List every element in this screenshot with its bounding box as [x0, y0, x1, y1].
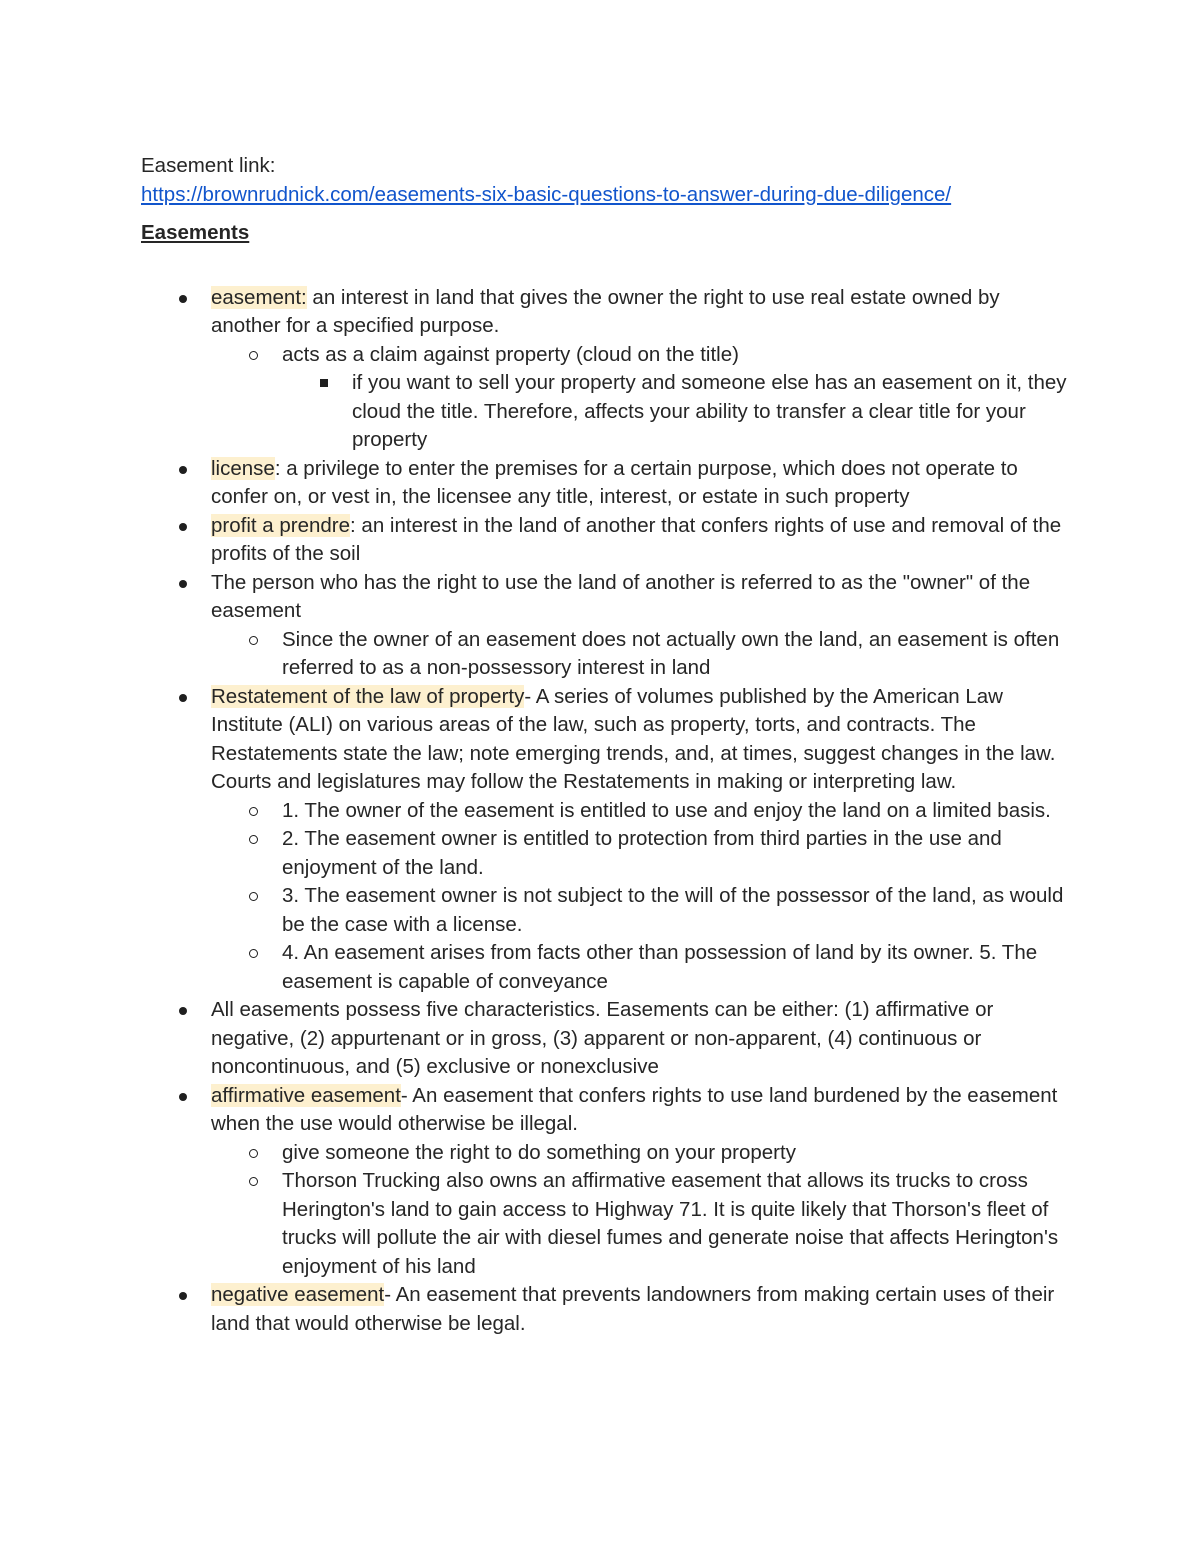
list-item-affirmative: [141, 1082, 1071, 1139]
sub-item: [141, 939, 1071, 996]
item-text: - A series of volumes published by the American Law Institute (ALI) on various areas of the law, such as property, torts, and contracts. The Restatements state the law; note emerging trends, and, at times, suggest changes in the law. Courts and legislatures may follow the Restatements in making or interpreting law.: [211, 684, 1056, 793]
highlighted-term: license: [211, 456, 275, 480]
item-text: All easements possess five characteristics. Easements can be either: (1) affirmative or negative, (2) appurtenant or in gross, (3) apparent or non-apparent, (4) continuous or noncontinuous, and (5) exclusive or nonexclusive: [211, 998, 994, 1078]
sub-item-text: 1. The owner of the easement is entitled to use and enjoy the land on a limited basis.: [282, 798, 1051, 822]
hollow-bullet-icon: [249, 807, 258, 816]
sub-item-text: Thorson Trucking also owns an affirmative easement that allows its trucks to cross Herington's land to gain access to Highway 71. It is quite likely that Thorson's fleet of trucks will pollute the air with diesel fumes and generate noise that affects Herington's enjoyment of his land: [282, 1169, 1059, 1278]
filled-bullet-icon: [179, 580, 187, 588]
filled-bullet-icon: [179, 523, 187, 531]
filled-bullet-icon: [179, 295, 187, 303]
hollow-bullet-icon: [249, 949, 258, 958]
item-text: an interest in land that gives the owner the right to use real estate owned by another for a specified purpose.: [211, 285, 1000, 337]
filled-bullet-icon: [179, 1093, 187, 1101]
highlighted-term: affirmative easement: [211, 1083, 401, 1107]
item-text: The person who has the right to use the land of another is referred to as the "owner" of the easement: [211, 570, 1031, 622]
sub-item-text: 2. The easement owner is entitled to protection from third parties in the use and enjoyment of the land.: [282, 827, 1002, 879]
filled-bullet-icon: [179, 1007, 187, 1015]
sub-item: [141, 797, 1071, 826]
sub-item: [141, 882, 1071, 939]
sub-sub-item-text: if you want to sell your property and someone else has an easement on it, they cloud the title. Therefore, affects your ability to transfer a clear title for your property: [352, 371, 1067, 451]
filled-bullet-icon: [179, 1292, 187, 1300]
hollow-bullet-icon: [249, 1149, 258, 1158]
sub-item: [141, 626, 1071, 683]
item-text: - An easement that confers rights to use land burdened by the easement when the use would otherwise be illegal.: [211, 1083, 1058, 1135]
sub-item: [141, 341, 1071, 370]
list-item-characteristics: [141, 996, 1071, 1082]
hollow-bullet-icon: [249, 892, 258, 901]
hollow-bullet-icon: [249, 351, 258, 360]
highlighted-term: easement:: [211, 285, 307, 309]
hollow-bullet-icon: [249, 1177, 258, 1186]
list-item-negative: [141, 1281, 1071, 1338]
document-body: [141, 152, 1071, 1338]
sub-item-text-continued: be the case with a license.: [282, 912, 523, 936]
item-text: - An easement that prevents landowners from making certain uses of their land that would otherwise be legal.: [211, 1283, 1055, 1335]
list-item-profit: [141, 512, 1071, 569]
list-item-owner: [141, 569, 1071, 626]
item-text: : a privilege to enter the premises for a certain purpose, which does not operate to confer on, or vest in, the licensee any title, interest, or estate in such property: [211, 456, 1018, 508]
square-bullet-icon: [320, 379, 328, 387]
sub-sub-item: [141, 369, 1071, 455]
hollow-bullet-icon: [249, 636, 258, 645]
item-text: : an interest in the land of another that confers rights of use and removal of the profits of the soil: [211, 513, 1062, 565]
list-item-license: [141, 455, 1071, 512]
filled-bullet-icon: [179, 466, 187, 474]
bullet-list: [141, 284, 1071, 1339]
sub-item-text: Since the owner of an easement does not actually own the land, an easement is often referred to as a non-possessory interest in land: [282, 627, 1060, 679]
sub-item: [141, 1167, 1071, 1281]
list-item-restatement: [141, 683, 1071, 797]
sub-item-text: give someone the right to do something on your property: [282, 1140, 796, 1164]
section-heading: Easements: [141, 221, 250, 244]
hollow-bullet-icon: [249, 835, 258, 844]
sub-item-text: acts as a claim against property (cloud on the title): [282, 342, 739, 366]
highlighted-term: Restatement of the law of property: [211, 684, 525, 708]
highlighted-term: negative easement: [211, 1283, 385, 1306]
sub-item-text: 3. The easement owner is not subject to the will of the possessor of the land, as would: [282, 884, 1064, 907]
highlighted-term: profit a prendre: [211, 513, 351, 537]
link-label: Easement link:: [141, 154, 276, 177]
sub-item: [141, 825, 1071, 882]
filled-bullet-icon: [179, 694, 187, 702]
sub-item-text: 4. An easement arises from facts other than possession of land by its owner. 5. The easement is capable of conveyance: [282, 941, 1038, 993]
easement-link[interactable]: https://brownrudnick.com/easements-six-basic-questions-to-answer-during-due-diligence/: [141, 182, 952, 206]
sub-item: [141, 1139, 1071, 1168]
list-item-easement: [141, 284, 1071, 341]
